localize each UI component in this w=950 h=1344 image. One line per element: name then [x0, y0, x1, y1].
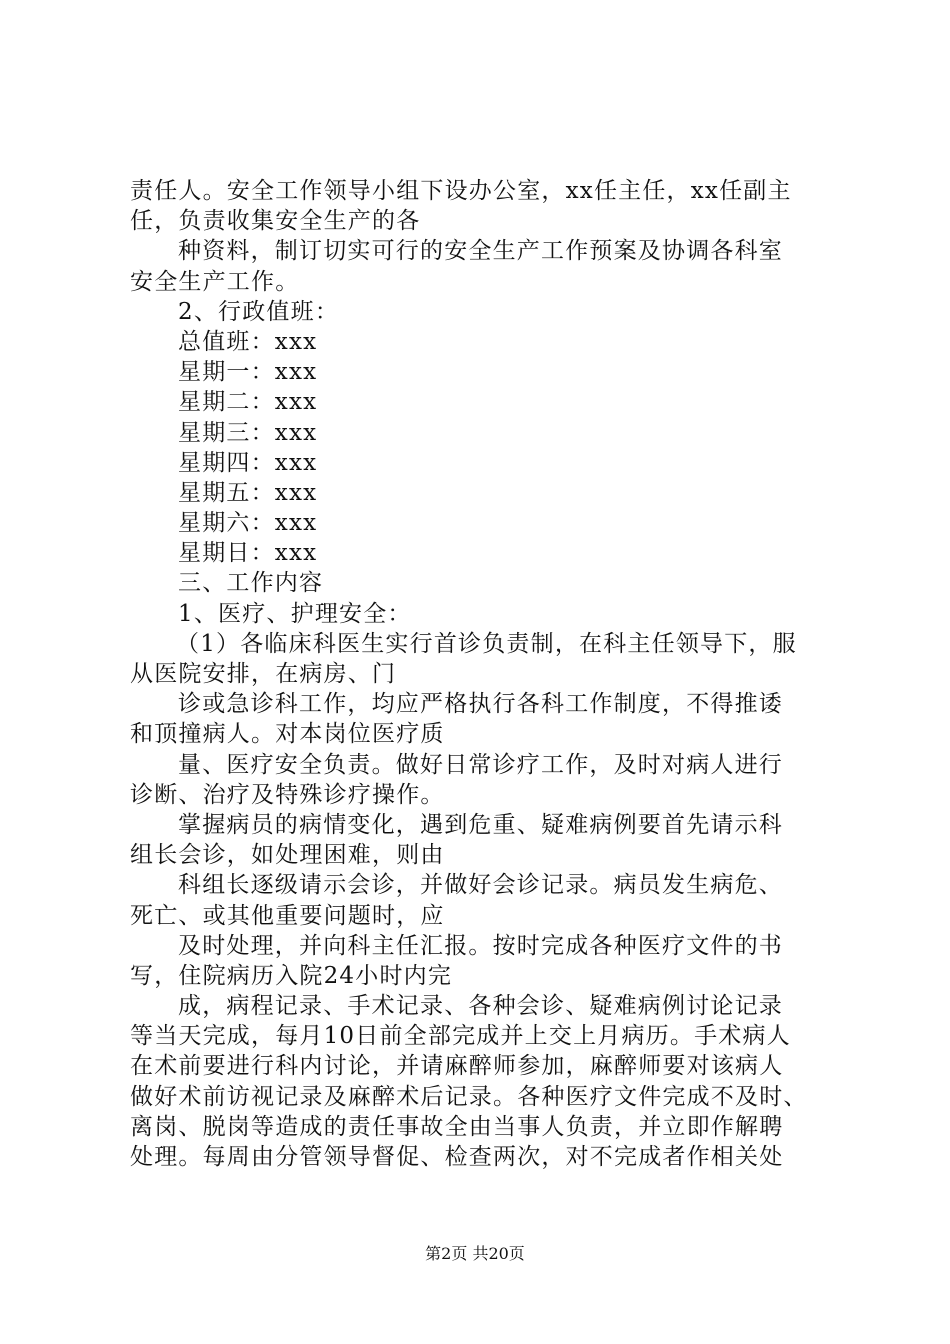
text-line: 在术前要进行科内讨论，并请麻醉师参加，麻醉师要对该病人 [130, 1053, 784, 1080]
text-line: 组长会诊，如处理困难，则由 [130, 842, 445, 869]
text-line: 掌握病员的病情变化，遇到危重、疑难病例要首先请示科 [178, 811, 783, 838]
text-line: 星期五：xxx [178, 479, 318, 506]
text-line: 任，负责收集安全生产的各 [130, 208, 421, 235]
document-body [130, 176, 830, 1172]
page-number-footer: 第2页 共20页 [425, 1244, 525, 1263]
text-line: 总值班：xxx [178, 328, 318, 355]
text-line: 及时处理，并向科主任汇报。按时完成各种医疗文件的书 [178, 932, 783, 959]
text-line: 成，病程记录、手术记录、各种会诊、疑难病例讨论记录 [178, 993, 783, 1020]
text-line: 种资料，制订切实可行的安全生产工作预案及协调各科室 [178, 238, 783, 265]
text-line: 从医院安排，在病房、门 [130, 661, 397, 687]
text-line: 处理。每周由分管领导督促、检查两次，对不完成者作相关处 [130, 1144, 784, 1170]
text-line: 责任人。安全工作领导小组下设办公室，xx任主任，xx任副主 [130, 178, 792, 204]
text-line: 诊或急诊科工作，均应严格执行各科工作制度，不得推诿 [178, 691, 783, 718]
text-line: 和顶撞病人。对本岗位医疗质 [130, 721, 445, 748]
text-line: 科组长逐级请示会诊，并做好会诊记录。病员发生病危、 [178, 872, 783, 899]
section-heading: 2、行政值班： [178, 298, 340, 325]
text-line: 离岗、脱岗等造成的责任事故全由当事人负责，并立即作解聘 [130, 1113, 784, 1140]
text-line: 做好术前访视记录及麻醉术后记录。各种医疗文件完成不及时、 [130, 1083, 808, 1110]
text-line: 星期六：xxx [178, 510, 318, 537]
text-line: 写，住院病历入院24小时内完 [130, 962, 453, 989]
text-line: 等当天完成，每月10日前全部完成并上交上月病历。手术病人 [130, 1023, 791, 1050]
text-line: （1）各临床科医生实行首诊负责制，在科主任领导下，服 [176, 630, 797, 657]
text-line: 安全生产工作。 [130, 268, 300, 295]
text-line: 星期三：xxx [178, 419, 318, 446]
section-heading: 三、工作内容 [178, 570, 324, 597]
text-line: 星期二：xxx [178, 389, 318, 416]
text-line: 量、医疗安全负责。做好日常诊疗工作，及时对病人进行 [178, 751, 783, 778]
text-line: 诊断、治疗及特殊诊疗操作。 [130, 781, 445, 808]
text-line: 星期四：xxx [178, 449, 318, 476]
text-line: 星期日：xxx [178, 540, 318, 567]
text-line: 星期一：xxx [178, 359, 318, 386]
section-heading: 1、医疗、护理安全： [178, 600, 412, 627]
text-line: 死亡、或其他重要问题时，应 [130, 902, 445, 929]
